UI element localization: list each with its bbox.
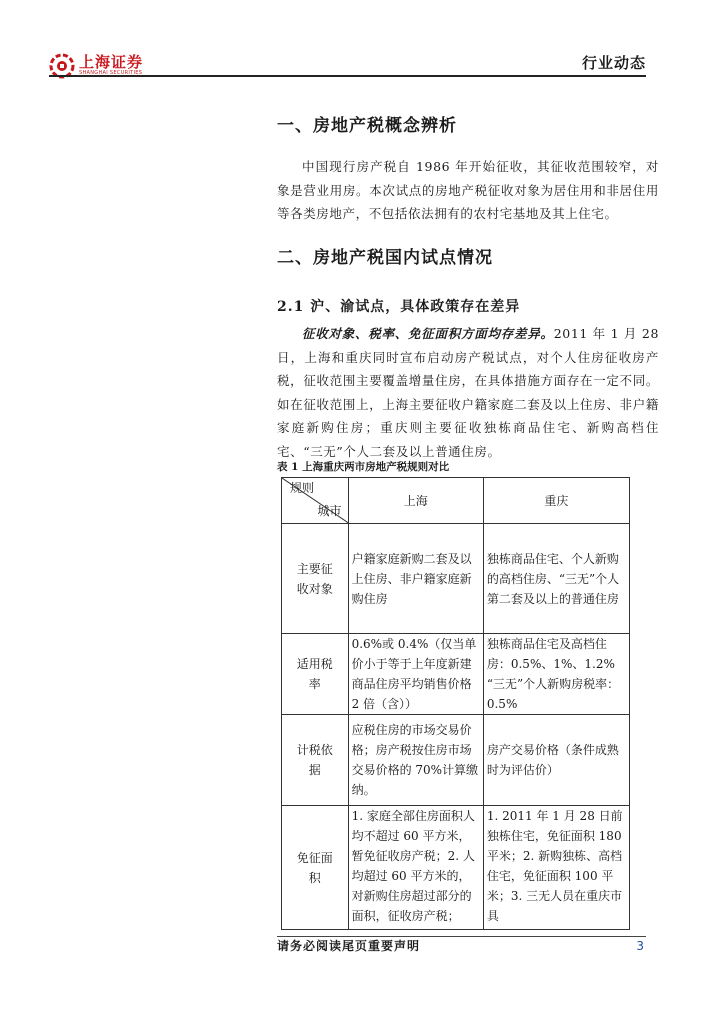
cell-shanghai: 1. 家庭全部住房面积人均不超过 60 平方米，暂免征收房产税；2. 人均超过 60 平方米的，对新购住房超过部分的面积，征收房产税；	[348, 806, 483, 930]
logo-english-name: SHANGHAI SECURITIES	[79, 70, 143, 76]
table-header-row	[282, 478, 630, 524]
section-1-paragraph: 中国现行房产税自 1986 年开始征收，其征收范围较窄，对象是营业用房。本次试点的房地产税征收对象为居住用和非居住用等各类房地产，不包括依法拥有的农村宅基地及其上住宅。	[277, 159, 659, 221]
column-header-shanghai: 上海	[348, 478, 483, 524]
row-label	[282, 634, 349, 715]
cell-chongqing: 1. 2011 年 1 月 28 日前独栋住宅，免征面积 180 平米；2. 新购独栋、高档住宅，免征面积 100 平米；3. 三无人员在重庆市具	[483, 806, 629, 930]
section-2-heading: 二、房地产税国内试点情况	[277, 248, 493, 268]
table-corner-cell	[282, 478, 349, 524]
header-divider	[49, 75, 646, 77]
rules-comparison-table	[281, 477, 630, 930]
section-2-1-body: 2011 年 1 月 28 日，上海和重庆同时宣布启动房产税试点，对个人住房征收房产税，征收范围主要覆盖增量住房，在具体措施方面存在一定不同。如在征收范围上，上海主要征收户籍家庭二套及以上住房、非户籍家庭新购住房；重庆则主要征收独栋商品住宅、新购高档住宅、“三无”个人二套及以上普通住房。	[277, 326, 659, 459]
row-label-text: 主要征收对象	[296, 561, 333, 596]
table-row	[282, 806, 630, 930]
row-label	[282, 524, 349, 634]
section-2-1-heading: 2.1 沪、渝试点，具体政策存在差异	[277, 299, 521, 315]
logo-chinese-name: 上海证券	[79, 53, 144, 71]
table-caption: 表 1 上海重庆两市房地产税规则对比	[277, 461, 450, 473]
footer-disclaimer: 请务必阅读尾页重要声明	[277, 939, 421, 953]
cell-shanghai: 户籍家庭新购二套及以上住房、非户籍家庭新购住房	[348, 524, 483, 634]
row-label	[282, 715, 349, 806]
table-row	[282, 634, 630, 715]
section-1-heading: 一、房地产税概念辨析	[277, 116, 457, 136]
row-label-text: 计税依据	[296, 743, 333, 777]
cell-chongqing: 房产交易价格（条件成熟时为评估价）	[483, 715, 629, 806]
cell-chongqing: 独栋商品住宅及高档住房：0.5%、1%、1.2% “三无”个人新购房税率：0.5%	[483, 634, 629, 715]
corner-label-city: 城市	[317, 504, 342, 518]
row-label	[282, 806, 349, 930]
section-2-1-paragraph	[277, 322, 659, 463]
section-2-1-lead: 征收对象、税率、免征面积方面均存差异。	[302, 326, 554, 341]
row-label-text: 免征面积	[296, 850, 333, 885]
page-number: 3	[636, 939, 644, 953]
table-row	[282, 715, 630, 806]
cell-shanghai: 应税住房的市场交易价格；房产税按住房市场交易价格的 70%计算缴纳。	[348, 715, 483, 806]
row-label-text: 适用税率	[296, 657, 333, 691]
corner-label-rules: 规则	[290, 481, 315, 495]
header-section-title: 行业动态	[581, 54, 646, 72]
column-header-chongqing: 重庆	[483, 478, 629, 524]
cell-chongqing: 独栋商品住宅、个人新购的高档住房、“三无”个人第二套及以上的普通住房	[483, 524, 629, 634]
cell-shanghai: 0.6%或 0.4%（仅当单价小于等于上年度新建商品住房平均销售价格 2 倍（含））	[348, 634, 483, 715]
table-row	[282, 524, 630, 634]
